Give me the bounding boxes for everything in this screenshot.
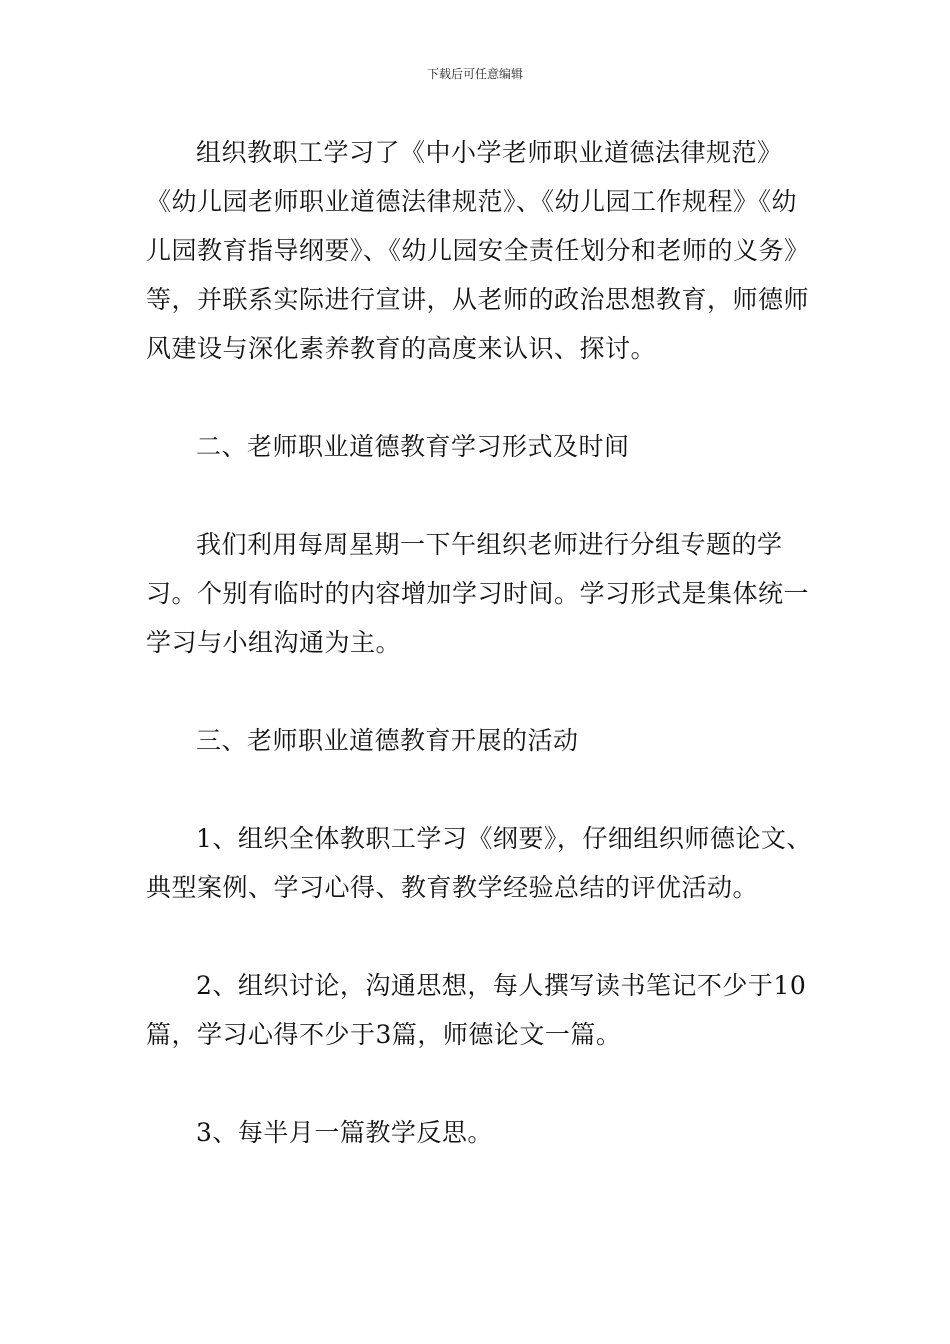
section-heading-2: 二、老师职业道德教育学习形式及时间 <box>196 432 630 461</box>
document-body <box>146 128 816 1157</box>
section-heading-3: 三、老师职业道德教育开展的活动 <box>196 726 579 755</box>
list-item-1: 1、组织全体教职工学习《纲要》，仔细组织师德论文、典型案例、学习心得、教育教学经验总结的评优活动。 <box>146 824 812 902</box>
paragraph-study-form: 我们利用每周星期一下午组织老师进行分组专题的学习。个别有临时的内容增加学习时间。学习形式是集体统一学习与小组沟通为主。 <box>146 530 810 657</box>
page-header: 下载后可任意编辑 <box>426 67 523 81</box>
paragraph-study-regulations: 组织教职工学习了《中小学老师职业道德法律规范》《幼儿园老师职业道德法律规范》、《幼儿园工作规程》《幼儿园教育指导纲要》、《幼儿园安全责任划分和老师的义务》等，并联系实际进行宣讲，从老师的政治思想教育，师德师风建设与深化素养教育的高度来认识、探讨。 <box>146 138 810 363</box>
list-item-2: 2、组织讨论，沟通思想，每人撰写读书笔记不少于10篇，学习心得不少于3篇，师德论文一篇。 <box>146 971 807 1049</box>
list-item-3: 3、每半月一篇教学反思。 <box>196 1118 493 1147</box>
